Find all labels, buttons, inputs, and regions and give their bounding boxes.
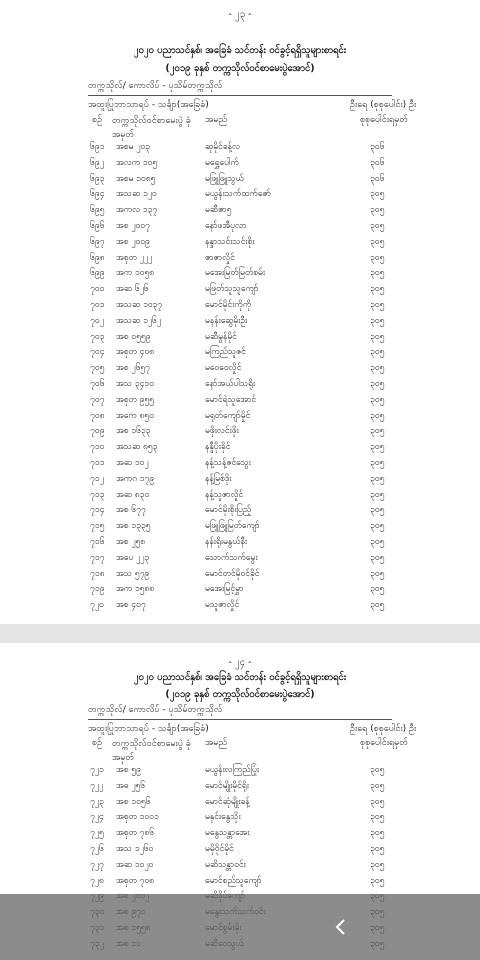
total-marks: ၃၀၅ bbox=[370, 473, 385, 484]
total-marks: ၃၀၅ bbox=[370, 442, 385, 453]
row-number: ၇၀၈ bbox=[90, 410, 105, 421]
exam-number: အက ၁၅၈၈ bbox=[116, 584, 155, 595]
col-header-name: အမည် bbox=[205, 738, 228, 748]
row-number: ၇၁၀ bbox=[90, 442, 105, 453]
student-name: မောင်ဆုံမျိုးခန့် bbox=[205, 796, 250, 807]
exam-number: အစ ၄၀၇ bbox=[116, 600, 146, 611]
total-marks: ၃၀၅ bbox=[370, 410, 385, 421]
row-number: ၇၁၈ bbox=[90, 568, 105, 579]
total-marks: ၃၀၆ bbox=[370, 157, 385, 168]
exam-number: အကေ ၈၅၀ bbox=[116, 410, 154, 421]
student-name: နော်ဖအီပုလာ bbox=[205, 221, 247, 231]
total-marks: ၃၀၅ bbox=[370, 458, 385, 468]
total-marks: ၃၀၅ bbox=[370, 828, 385, 839]
row-number: ၆၉၆ bbox=[90, 221, 105, 231]
row-number: ၆၉၉ bbox=[90, 268, 105, 279]
total-marks: ၃၀၅ bbox=[370, 489, 385, 500]
exam-number: အစမ ၂၀၃ bbox=[116, 142, 150, 152]
subject-label: အထူးပြုဘာသာရပ် - သင်္ချာ(အခြေခံ) bbox=[88, 100, 209, 110]
row-number: ၇၁၂ bbox=[90, 473, 104, 484]
exam-number: အစ ၀၅၅၉ bbox=[116, 331, 151, 342]
university-label: တက္ကသိုလ်/ ကောလိပ် - ပုသိမ်တက္ကသိုလ် bbox=[88, 705, 223, 715]
total-marks: ၃၀၅ bbox=[370, 505, 385, 516]
page-number: - ၂၄ - bbox=[228, 657, 252, 668]
student-name: မနန်းဆွေမိုးဦး bbox=[205, 315, 248, 326]
exam-number: အစ ၅၉ bbox=[116, 765, 141, 775]
document-subtitle: (၂၀၁၉ ခုနှစ် တက္ကသိုလ်ဝင်စာမေးပွဲအောင်) bbox=[165, 63, 315, 74]
total-marks: ၃၀၅ bbox=[370, 284, 385, 295]
row-number: ၇၁၄ bbox=[90, 505, 105, 516]
student-name: နန့်သန့်ဇင်သွေး bbox=[205, 458, 251, 468]
total-marks: ၃၀၅ bbox=[370, 796, 385, 807]
exam-number: အပေ ၂၂၃ bbox=[116, 552, 150, 563]
row-number: ၇၁၅ bbox=[90, 521, 105, 532]
total-marks: ၃၀၅ bbox=[370, 537, 385, 547]
exam-number: အစုတ ၄၀၈ bbox=[116, 347, 154, 358]
row-number: ၇၂၃ bbox=[90, 796, 104, 807]
student-name: မအေးမြင့်မွှာ bbox=[205, 584, 244, 595]
total-marks: ၃၀၅ bbox=[370, 331, 385, 342]
total-marks: ၃၀၆ bbox=[370, 173, 385, 184]
exam-number: အကဂ ၁၇၉ bbox=[116, 473, 155, 484]
exam-number: အသဆ ၈၅၃ bbox=[116, 442, 158, 453]
student-name: နန္ဒာသင်းသင်းစိုး bbox=[205, 236, 255, 247]
exam-number: အစ ၂၅၈ bbox=[116, 537, 146, 547]
exam-number: အစုတ ၉၅၅ bbox=[116, 394, 154, 405]
total-marks: ၃၀၅ bbox=[370, 347, 385, 358]
exam-number: အဓ ၂၅၆ bbox=[116, 780, 146, 791]
row-number: ၇၂၆ bbox=[90, 844, 104, 854]
total-marks: ၃၀၅ bbox=[370, 205, 385, 216]
row-number: ၇၂၅ bbox=[90, 828, 104, 839]
student-name: မမိုဝိုင်မိုင် bbox=[205, 844, 234, 854]
exam-number: အဆ ၁၀၂ bbox=[116, 458, 149, 468]
row-number: ၆၉၇ bbox=[90, 236, 105, 247]
student-name: နန္ဒီပိုးခိုင် bbox=[205, 442, 231, 453]
row-number: ၇၁၇ bbox=[90, 552, 105, 563]
student-name: နန့်မြစ်ဒိုး bbox=[205, 473, 232, 484]
student-name: မဆီဇာ၅ bbox=[205, 205, 232, 216]
row-number: ၇၁၉ bbox=[90, 584, 105, 595]
row-number: ၇၀၄ bbox=[90, 347, 105, 358]
total-marks: ၃၀၅ bbox=[370, 189, 385, 200]
exam-number: အစုတ ၁၀၀၁ bbox=[116, 812, 159, 823]
student-name: မောင်စည်သူကျော် bbox=[205, 875, 262, 886]
exam-number: အသ ၅၇၉ bbox=[116, 568, 150, 579]
exam-number: အသဆ ၁၀၃၇ bbox=[116, 300, 163, 310]
row-number: ၆၉၃ bbox=[90, 173, 105, 184]
row-number: ၇၀၀ bbox=[90, 284, 105, 295]
student-name: မနွေသန္တာအေး bbox=[205, 828, 250, 839]
exam-number: အစ ၂၆၅၇ bbox=[116, 363, 150, 374]
exam-number: အသဆ ၁၂၆၂ bbox=[116, 315, 161, 326]
row-number: ၇၀၆ bbox=[90, 379, 105, 389]
exam-number: အဆ ၈၃၀ bbox=[116, 489, 150, 500]
total-marks: ၃၀၅ bbox=[370, 812, 385, 823]
col-header-marks: စုစုပေါင်းရမှတ် bbox=[360, 115, 409, 125]
total-marks: ၃၀၅ bbox=[370, 221, 385, 231]
document-title: ၂၀၂၀ ပညာသင်နှစ်၊ အခြေခံ သင်တန်း ဝင်ခွင့်ရရှိသူများစာရင်း bbox=[133, 45, 347, 56]
student-name: မောင်မိုင်းကိုကို bbox=[205, 300, 252, 310]
student-name: မဆိသန္တာဝင်း bbox=[205, 859, 246, 870]
total-marks: ၃၀၅ bbox=[370, 859, 385, 870]
student-name: မဖြူဖြူသွယ် bbox=[205, 173, 244, 184]
total-marks: ၃၀၅ bbox=[370, 300, 385, 310]
chevron-left-icon bbox=[332, 918, 350, 936]
total-marks: ၃၀၅ bbox=[370, 584, 385, 595]
exam-number: အကလ ၁၃၇ bbox=[116, 205, 158, 216]
total-marks: ၃၀၅ bbox=[370, 379, 385, 389]
student-name: မဖိုးလင်းဖိုး bbox=[205, 426, 239, 437]
student-name: မောင်မျိုးမိုင်ရိုး bbox=[205, 780, 249, 791]
row-number: ၇၀၂ bbox=[90, 315, 104, 326]
exam-number: အဆ ၁၀၂၀ bbox=[116, 859, 154, 870]
row-number: ၇၂၂ bbox=[90, 780, 104, 791]
exam-number: အစုတ ၇၈၆ bbox=[116, 828, 154, 839]
exam-number: အလက ၁၀၅ bbox=[116, 157, 158, 168]
document-title: ၂၀၂၀ ပညာသင်နှစ်၊ အခြေခံ သင်တန်း ဝင်ခွင့်ရရှိသူများစာရင်း bbox=[133, 672, 347, 683]
row-number: ၇၂၁ bbox=[90, 765, 104, 775]
total-marks: ၃၀၅ bbox=[370, 315, 385, 326]
row-number: ၇၁၃ bbox=[90, 489, 105, 500]
exam-number: အစုတ ၂၂၂ bbox=[116, 252, 153, 263]
row-number: ၇၂၈ bbox=[90, 875, 104, 886]
row-number: ၆၉၂ bbox=[90, 157, 104, 168]
viewer-toolbar-overlay bbox=[0, 894, 480, 960]
exam-number: အစ ၁၀၅၆ bbox=[116, 796, 151, 807]
total-marks: ၃၀၅ bbox=[370, 236, 385, 247]
row-number: ၆၉၅ bbox=[90, 205, 105, 216]
document-subtitle: (၂၀၁၉ ခုနှစ် တက္ကသိုလ်ဝင်စာမေးပွဲအောင်) bbox=[165, 689, 315, 700]
student-name: မအေးမြတ်မြတ်စမ်း bbox=[205, 268, 266, 279]
row-number: ၇၀၅ bbox=[90, 363, 105, 374]
student-name: မောင်မိုးစိုးပြည့် bbox=[205, 505, 252, 516]
col-header-exam: တက္ကသိုလ်ဝင်စာမေးပွဲ ခုံအမှတ် bbox=[112, 739, 191, 763]
exam-number: အစ ၁၆၃၃ bbox=[116, 426, 151, 437]
row-number: ၆၉၄ bbox=[90, 189, 105, 200]
total-marks: ၃၀၅ bbox=[370, 268, 385, 279]
student-name: ဆုမိုင်ခန့်လ bbox=[205, 142, 240, 152]
row-number: ၇၂၄ bbox=[90, 812, 104, 823]
student-name: မောင်ရဲသူအောင် bbox=[205, 394, 257, 405]
col-header-exam: တက္ကသိုလ်ဝင်စာမေးပွဲ ခုံအမှတ် bbox=[112, 116, 191, 140]
exam-number: အသ ၃၄၁၀ bbox=[116, 379, 154, 389]
row-number: ၆၉၁ bbox=[90, 142, 105, 152]
exam-number: အစ ၆၇၇ bbox=[116, 505, 146, 516]
student-name: မနှင်းနွေသိုး bbox=[205, 812, 241, 823]
total-marks: ၃၀၅ bbox=[370, 844, 385, 854]
exam-number: အစမ ၁၀၈၅ bbox=[116, 173, 156, 184]
total-marks: ၃၀၅ bbox=[370, 363, 385, 374]
exam-number: အစ ၁၃၃၅ bbox=[116, 521, 151, 532]
exam-number: အစ ၂၀၀၇ bbox=[116, 221, 150, 231]
student-name: မဆီမွန်မိုင် bbox=[205, 331, 237, 342]
exam-number: အစုတ ၇၀၈ bbox=[116, 875, 154, 886]
exam-number: အဆ ၆၂၆ bbox=[116, 284, 149, 295]
student-name: မရုတ်ကျော်မှိုင် bbox=[205, 410, 251, 421]
student-name: သောက်သက်မွေး bbox=[205, 552, 258, 563]
back-button[interactable] bbox=[322, 908, 360, 946]
page-number: - ၂၃ - bbox=[228, 9, 252, 20]
total-marks: ၃၀၅ bbox=[370, 552, 385, 563]
student-name: မဖြတ်သူသူကျော် bbox=[205, 284, 259, 295]
col-header-name: အမည် bbox=[205, 115, 228, 125]
total-marks: ၃၀၅ bbox=[370, 765, 385, 775]
university-label: တက္ကသိုလ်/ ကောလိပ် - ပုသိမ်တက္ကသိုလ် bbox=[88, 81, 223, 91]
total-marks: ၃၀၆ bbox=[370, 142, 385, 152]
row-number: ၇၂၇ bbox=[90, 859, 104, 870]
row-number: ၇၀၇ bbox=[90, 394, 105, 405]
student-name: နော်အယ်ပါသရိုး bbox=[205, 379, 256, 389]
total-marks: ၃၀၅ bbox=[370, 780, 385, 791]
total-marks: ၃၀၅ bbox=[370, 394, 385, 405]
header-rule bbox=[88, 95, 392, 96]
student-name: မောင်တင်မိုဝင်ခိုင် bbox=[205, 568, 260, 579]
total-marks: ၃၀၅ bbox=[370, 568, 385, 579]
row-number: ၇၀၁ bbox=[90, 300, 105, 310]
student-name: နန်းရိုးမနွယ်နီး bbox=[205, 537, 248, 547]
exam-number: အစ ၂၀၀၉ bbox=[116, 236, 150, 247]
row-number: ၇၁၆ bbox=[90, 537, 105, 547]
total-marks: ၃၀၅ bbox=[370, 426, 385, 437]
total-marks: ၃၀၅ bbox=[370, 600, 385, 611]
total-marks: ၃၀၅ bbox=[370, 252, 385, 263]
row-number: ၇၀၃ bbox=[90, 331, 105, 342]
header-rule bbox=[88, 719, 392, 720]
exam-number: အသ ၁၂၆၀ bbox=[116, 844, 154, 854]
student-name: မဝေဝေလှိုင် bbox=[205, 363, 242, 374]
student-name: မရွှေပေါက် bbox=[205, 157, 239, 168]
col-header-marks: စုစုပေါင်းရမှတ် bbox=[360, 738, 409, 748]
student-name: မယွန်းလကြည်ပြုံး bbox=[205, 765, 260, 775]
row-number: ၇၂၀ bbox=[90, 600, 104, 611]
row-number: ၆၉၈ bbox=[90, 252, 105, 263]
table-row bbox=[0, 600, 480, 618]
subject-label: အထူးပြုဘာသာရပ် - သင်္ချာ(အခြေခံ) bbox=[88, 724, 209, 734]
total-marks: ၃၀၅ bbox=[370, 875, 385, 886]
row-number: ၇၁၁ bbox=[90, 458, 105, 468]
student-name: မကြည်သူဇင် bbox=[205, 347, 246, 358]
student-name: ဇာဇာလှိုင် bbox=[205, 252, 235, 263]
exam-number: အသဆ ၁၂၀ bbox=[116, 189, 157, 200]
row-number: ၇၀၉ bbox=[90, 426, 105, 437]
col-header-no: စဉ် bbox=[92, 115, 103, 125]
student-name: နန့်သူဇာလှိုင် bbox=[205, 489, 244, 500]
score-label: ဦးရေ (စုစုပေါင်း) ဦး bbox=[350, 100, 417, 110]
student-name: မဖြူဖြူမြတ်ကျော် bbox=[205, 521, 260, 532]
col-header-no: စဉ် bbox=[92, 738, 103, 748]
exam-number: အက ၁၀၅၈ bbox=[116, 268, 155, 279]
student-name: မယွန်းသက်ထက်ဇော် bbox=[205, 189, 271, 200]
total-marks: ၃၀၅ bbox=[370, 521, 385, 532]
score-label: ဦးရေ (စုစုပေါင်း) ဦး bbox=[350, 724, 417, 734]
student-name: မသူဇာလှိုင် bbox=[205, 600, 240, 611]
